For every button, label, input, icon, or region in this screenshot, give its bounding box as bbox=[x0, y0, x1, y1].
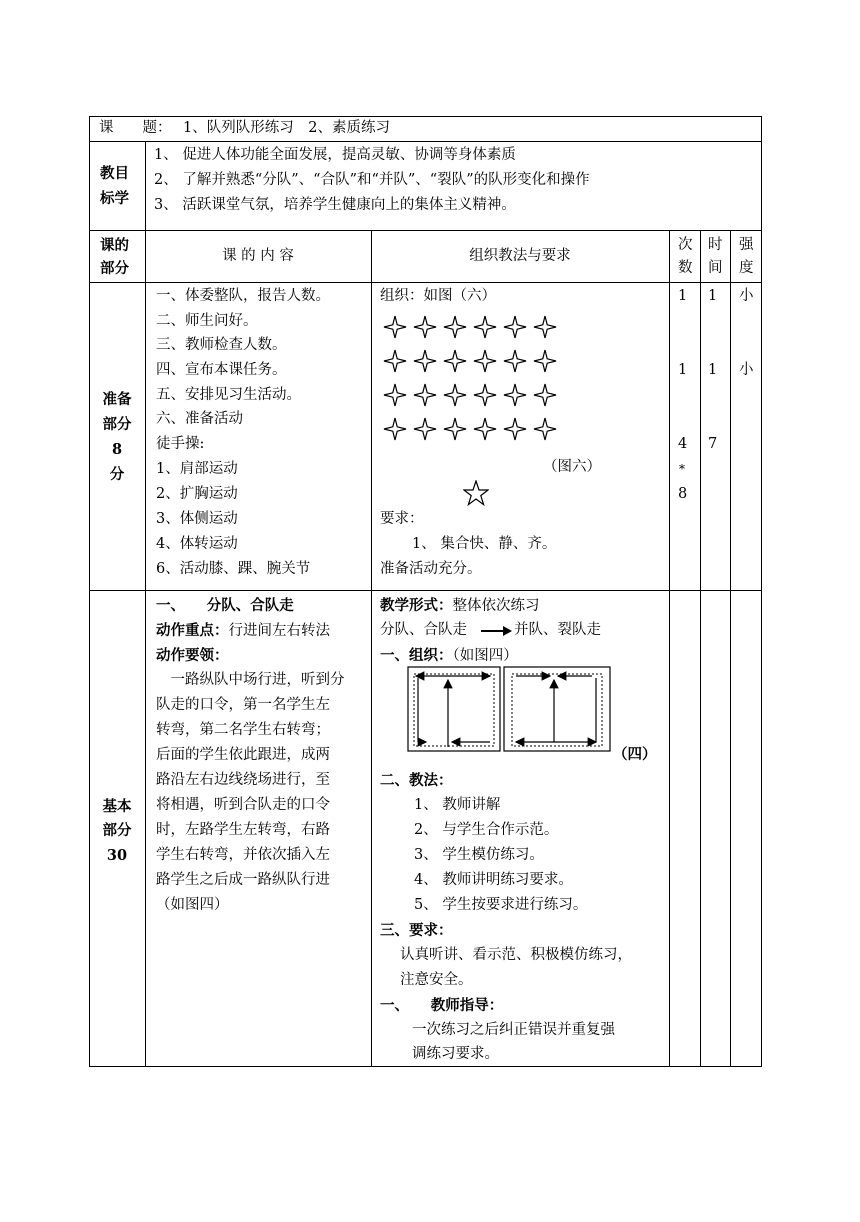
col-divider bbox=[145, 141, 146, 1067]
basic-paragraph-line: 后面的学生依此跟进，成两 bbox=[156, 747, 330, 763]
basic-flow-b: 并队、裂队走 bbox=[514, 622, 601, 638]
student-star-icon bbox=[444, 316, 466, 338]
prep-times: 8 bbox=[678, 486, 688, 502]
header-intensity-2: 度 bbox=[739, 260, 754, 276]
basic-method-title: 二、教法： bbox=[380, 772, 453, 789]
table-border-top bbox=[89, 116, 762, 117]
student-star-icon bbox=[384, 418, 406, 440]
basic-req-title: 三、要求： bbox=[380, 922, 453, 939]
prep-req-title: 要求： bbox=[380, 511, 424, 527]
prep-times: 1 bbox=[678, 362, 688, 378]
basic-req-line: 认真听讲、看示范、积极模仿练习， bbox=[400, 947, 632, 963]
prep-content-line: 四、宣布本课任务。 bbox=[156, 362, 287, 378]
col-divider bbox=[700, 230, 701, 1067]
basic-guide-line: 调练习要求。 bbox=[412, 1046, 499, 1062]
basic-flow-a: 分队、合队走 bbox=[380, 622, 467, 638]
basic-paragraph-line: （如图四） bbox=[156, 897, 229, 913]
prep-content-line: 五、安排见习生活动。 bbox=[156, 387, 301, 403]
col-divider bbox=[730, 230, 731, 1067]
basic-ess-label: 动作要领： bbox=[156, 647, 229, 664]
table-border-right bbox=[761, 116, 762, 1067]
prep-content-line: 六、准备活动 bbox=[156, 411, 243, 427]
objectives-label-2: 标学 bbox=[100, 190, 129, 207]
prep-req-2: 准备活动充分。 bbox=[380, 561, 482, 577]
prep-times: 4 bbox=[678, 436, 688, 452]
basic-method-item: 1、 教师讲解 bbox=[414, 797, 501, 813]
table-border-left bbox=[89, 116, 90, 1067]
formation-diagram bbox=[380, 312, 570, 452]
basic-fig-label: （四） bbox=[613, 746, 657, 763]
basic-method-item: 3、 学生模仿练习。 bbox=[414, 847, 544, 863]
row-divider bbox=[89, 141, 762, 142]
prep-part-1: 准备 bbox=[102, 391, 132, 408]
header-times-1: 次 bbox=[678, 237, 693, 253]
student-star-icon bbox=[534, 316, 556, 338]
teacher-star-icon bbox=[463, 480, 489, 506]
prep-content-line: 4、体转运动 bbox=[156, 536, 238, 552]
basic-paragraph-line: 路沿左右边线绕场进行，至 bbox=[156, 772, 330, 788]
basic-form-label: 教学形式： bbox=[380, 597, 453, 614]
header-duration-1: 时 bbox=[708, 237, 723, 253]
prep-times: * bbox=[679, 462, 685, 476]
basic-part-2: 部分 bbox=[102, 822, 132, 839]
student-star-icon bbox=[414, 418, 436, 440]
basic-form-text: 整体依次练习 bbox=[452, 598, 540, 614]
objective-item: 2、 了解并熟悉“分队”、“合队”和“并队”、“裂队”的队形变化和操作 bbox=[154, 172, 590, 188]
header-duration-2: 间 bbox=[708, 260, 723, 276]
prep-intensity: 小 bbox=[739, 288, 754, 304]
student-star-icon bbox=[474, 316, 496, 338]
basic-org-text: （如图四） bbox=[452, 648, 518, 664]
student-star-icon bbox=[534, 350, 556, 372]
student-star-icon bbox=[474, 384, 496, 406]
student-star-icon bbox=[384, 384, 406, 406]
student-star-icon bbox=[444, 350, 466, 372]
prep-times: 1 bbox=[678, 288, 688, 304]
basic-item-title: 一、 分队、合队走 bbox=[156, 597, 294, 614]
prep-duration: 1 bbox=[708, 362, 718, 378]
prep-content-line: 6、活动膝、踝、腕关节 bbox=[156, 561, 311, 577]
table-border-bottom bbox=[89, 1066, 762, 1067]
objective-item: 1、 促进人体功能全面发展，提高灵敏、协调等身体素质 bbox=[154, 147, 516, 163]
prep-content-line: 徒手操: bbox=[156, 436, 205, 452]
col-divider bbox=[669, 230, 670, 1067]
student-star-icon bbox=[534, 418, 556, 440]
row-divider bbox=[89, 282, 762, 283]
prep-content-line: 3、体侧运动 bbox=[156, 511, 238, 527]
prep-content-line: 2、扩胸运动 bbox=[156, 486, 238, 502]
student-star-icon bbox=[384, 350, 406, 372]
basic-paragraph-line: 队走的口令，第一名学生左 bbox=[156, 697, 330, 713]
student-star-icon bbox=[414, 384, 436, 406]
header-intensity-1: 强 bbox=[739, 237, 754, 253]
basic-paragraph-line: 一路纵队中场行进，听到分 bbox=[156, 672, 345, 688]
prep-part-3: 8 bbox=[111, 441, 123, 458]
objective-item: 3、 活跃课堂气氛，培养学生健康向上的集体主义精神。 bbox=[154, 197, 516, 213]
formation-figure-4 bbox=[396, 664, 614, 756]
col-divider bbox=[371, 230, 372, 1067]
prep-content-line: 1、肩部运动 bbox=[156, 461, 238, 477]
basic-part-1: 基本 bbox=[102, 798, 132, 815]
prep-duration: 1 bbox=[708, 288, 718, 304]
basic-paragraph-line: 路学生之后成一路纵队行进 bbox=[156, 872, 330, 888]
student-star-icon bbox=[444, 384, 466, 406]
prep-part-4: 分 bbox=[109, 466, 125, 483]
prep-part-2: 部分 bbox=[102, 416, 132, 433]
student-star-icon bbox=[504, 384, 526, 406]
student-star-icon bbox=[384, 316, 406, 338]
header-times-2: 数 bbox=[678, 260, 693, 276]
student-star-icon bbox=[504, 350, 526, 372]
student-star-icon bbox=[474, 418, 496, 440]
basic-key-label: 动作重点： bbox=[156, 622, 229, 639]
basic-paragraph-line: 将相遇，听到合队走的口令 bbox=[156, 797, 330, 813]
title-label: 课 题： bbox=[99, 120, 172, 136]
row-divider bbox=[89, 230, 762, 231]
basic-method-item: 2、 与学生合作示范。 bbox=[414, 822, 559, 838]
objectives-label-1: 教目 bbox=[100, 165, 129, 182]
student-star-icon bbox=[414, 316, 436, 338]
prep-fig-caption: （图六） bbox=[543, 459, 601, 475]
student-star-icon bbox=[474, 350, 496, 372]
right-arrow-icon bbox=[481, 625, 513, 637]
basic-part-3: 30 bbox=[106, 847, 128, 864]
student-star-icon bbox=[414, 350, 436, 372]
prep-duration: 7 bbox=[708, 436, 718, 452]
header-part-2: 部分 bbox=[100, 260, 129, 277]
student-star-icon bbox=[504, 316, 526, 338]
basic-paragraph-line: 转弯，第二名学生右转弯； bbox=[156, 722, 330, 738]
basic-guide-title: 一、 教师指导： bbox=[380, 997, 504, 1014]
prep-content-line: 二、师生问好。 bbox=[156, 313, 258, 329]
basic-method-item: 5、 学生按要求进行练习。 bbox=[414, 897, 588, 913]
row-divider bbox=[89, 590, 762, 591]
title-content: 1、队列队形练习 2、素质练习 bbox=[183, 120, 390, 136]
student-star-icon bbox=[504, 418, 526, 440]
basic-req-line: 注意安全。 bbox=[400, 972, 473, 988]
basic-method-item: 4、 教师讲明练习要求。 bbox=[414, 872, 573, 888]
student-star-icon bbox=[534, 384, 556, 406]
prep-content-line: 一、体委整队，报告人数。 bbox=[156, 288, 330, 304]
basic-org-label: 一、组织： bbox=[380, 647, 453, 664]
student-star-icon bbox=[444, 418, 466, 440]
prep-content-line: 三、教师检查人数。 bbox=[156, 337, 287, 353]
prep-org: 组织：如图（六） bbox=[380, 288, 496, 304]
prep-req-1: 1、 集合快、静、齐。 bbox=[412, 536, 557, 552]
header-part-1: 课的 bbox=[100, 237, 129, 254]
basic-paragraph-line: 学生右转弯，并依次插入左 bbox=[156, 847, 330, 863]
header-content: 课 的 内 容 bbox=[222, 248, 294, 264]
basic-guide-line: 一次练习之后纠正错误并重复强 bbox=[412, 1022, 615, 1038]
basic-key-text: 行进间左右转法 bbox=[228, 623, 330, 639]
prep-intensity: 小 bbox=[739, 362, 754, 378]
basic-paragraph-line: 时，左路学生左转弯，右路 bbox=[156, 822, 330, 838]
header-method: 组织教法与要求 bbox=[469, 248, 571, 264]
